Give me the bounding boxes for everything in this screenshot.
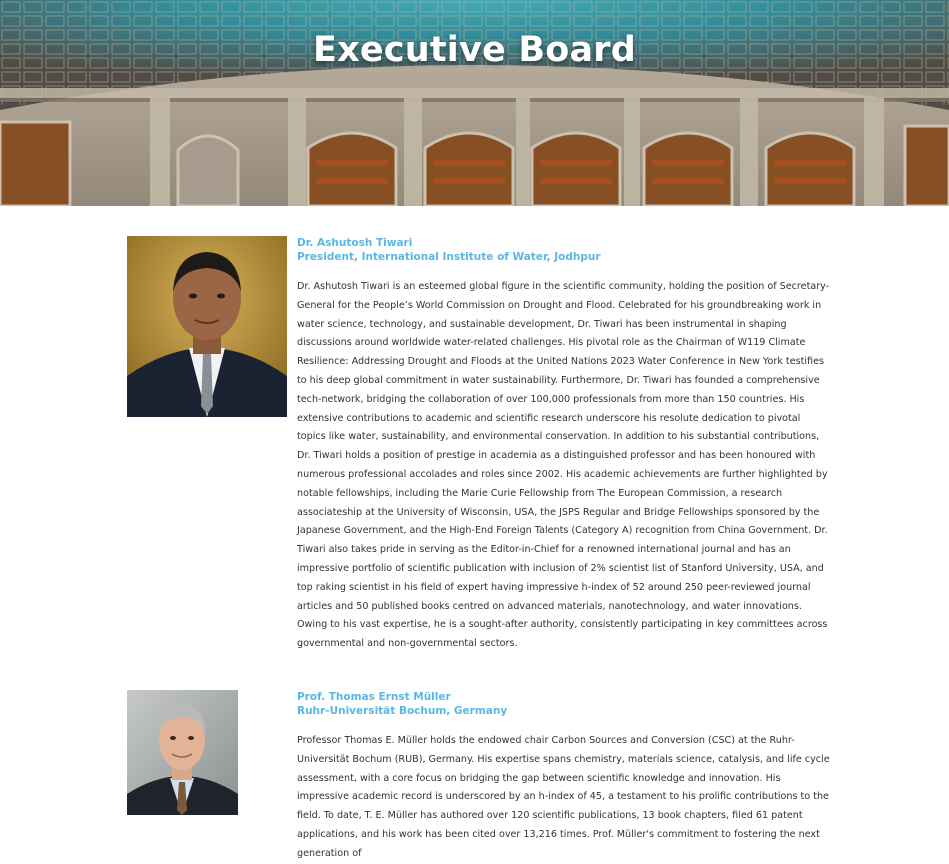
board-member <box>127 690 837 859</box>
member-bio: Dr. Ashutosh Tiwari is an esteemed global figure in the scientific community, holding the position of Secretary-General for the People’s World Commission on Drought and Flood. Celebrated for his groundbreaking work in water science, technology, and sustainable development, Dr. Tiwari has been instrumental in shaping discussions around worldwide water-related challenges. His pivotal role as the Chairman of W119 Climate Resilience: Addressing Drought and Floods at the United Nations 2023 Water Conference in New York testifies to his deep global commitment in water sustainability. Furthermore, Dr. Tiwari has founded a comprehensive tech-network, bridging the collaboration of over 100,000 professionals from more than 150 countries. His extensive contributions to academic and scientific research underscore his resolute dedication to pivotal topics like water, sustainability, and environmental conservation. In addition to his substantial contributions, Dr. Tiwari holds a position of prestige in academia as a distinguished professor and has been honoured with numerous professional accolades and roles since 2002. His academic achievements are further highlighted by notable fellowships, including the Marie Curie Fellowship from The European Commission, a research associateship at the University of Wisconsin, USA, the JSPS Regular and Bridge Fellowships sponsored by the Japanese Government, and the High-End Foreign Talents (Category A) recognition from China Government. Dr. Tiwari also takes pride in serving as the Editor-in-Chief for a renowned international journal and has an impressive portfolio of scientific publication with inclusion of 2% scientist list of Stanford University, USA, and top raking scientist in his field of expert having impressive h-index of 52 around 250 peer-reviewed journal articles and 50 published books centred on advanced materials, nanotechnology, and water innovations. Owing to his vast expertise, he is a sought-after authority, consistently participating in key committees across governmental and non-governmental sectors. <box>297 281 830 650</box>
member-details <box>297 690 832 864</box>
board-member <box>127 236 837 656</box>
member-photo <box>127 236 287 417</box>
portrait-man-suit <box>127 236 287 417</box>
member-affiliation: President, International Institute of Water, Jodhpur <box>297 251 601 263</box>
member-bio: Professor Thomas E. Müller holds the endowed chair Carbon Sources and Conversion (CSC) at the Ruhr-Universität Bochum (RUB), Germany. His expertise spans chemistry, materials science, catalysis, and life cycle assessment, with a core focus on bridging the gap between scientific knowledge and innovation. His impressive academic record is underscored by an h-index of 45, a testament to his prolific contributions to the field. To date, T. E. Müller has authored over 120 scientific publications, 13 book chapters, filed 61 patent applications, and his work has been cited over 13,216 times. Prof. Müller's commitment to fostering the next generation of <box>297 735 830 859</box>
member-name: Dr. Ashutosh Tiwari <box>297 237 413 249</box>
member-photo <box>127 690 238 815</box>
hero-banner <box>0 0 949 206</box>
page-title: Executive Board <box>312 30 636 70</box>
member-name: Prof. Thomas Ernst Müller <box>297 691 451 703</box>
portrait-man-grey-hair <box>127 690 238 815</box>
member-details <box>297 236 832 654</box>
member-affiliation: Ruhr-Universität Bochum, Germany <box>297 705 508 717</box>
